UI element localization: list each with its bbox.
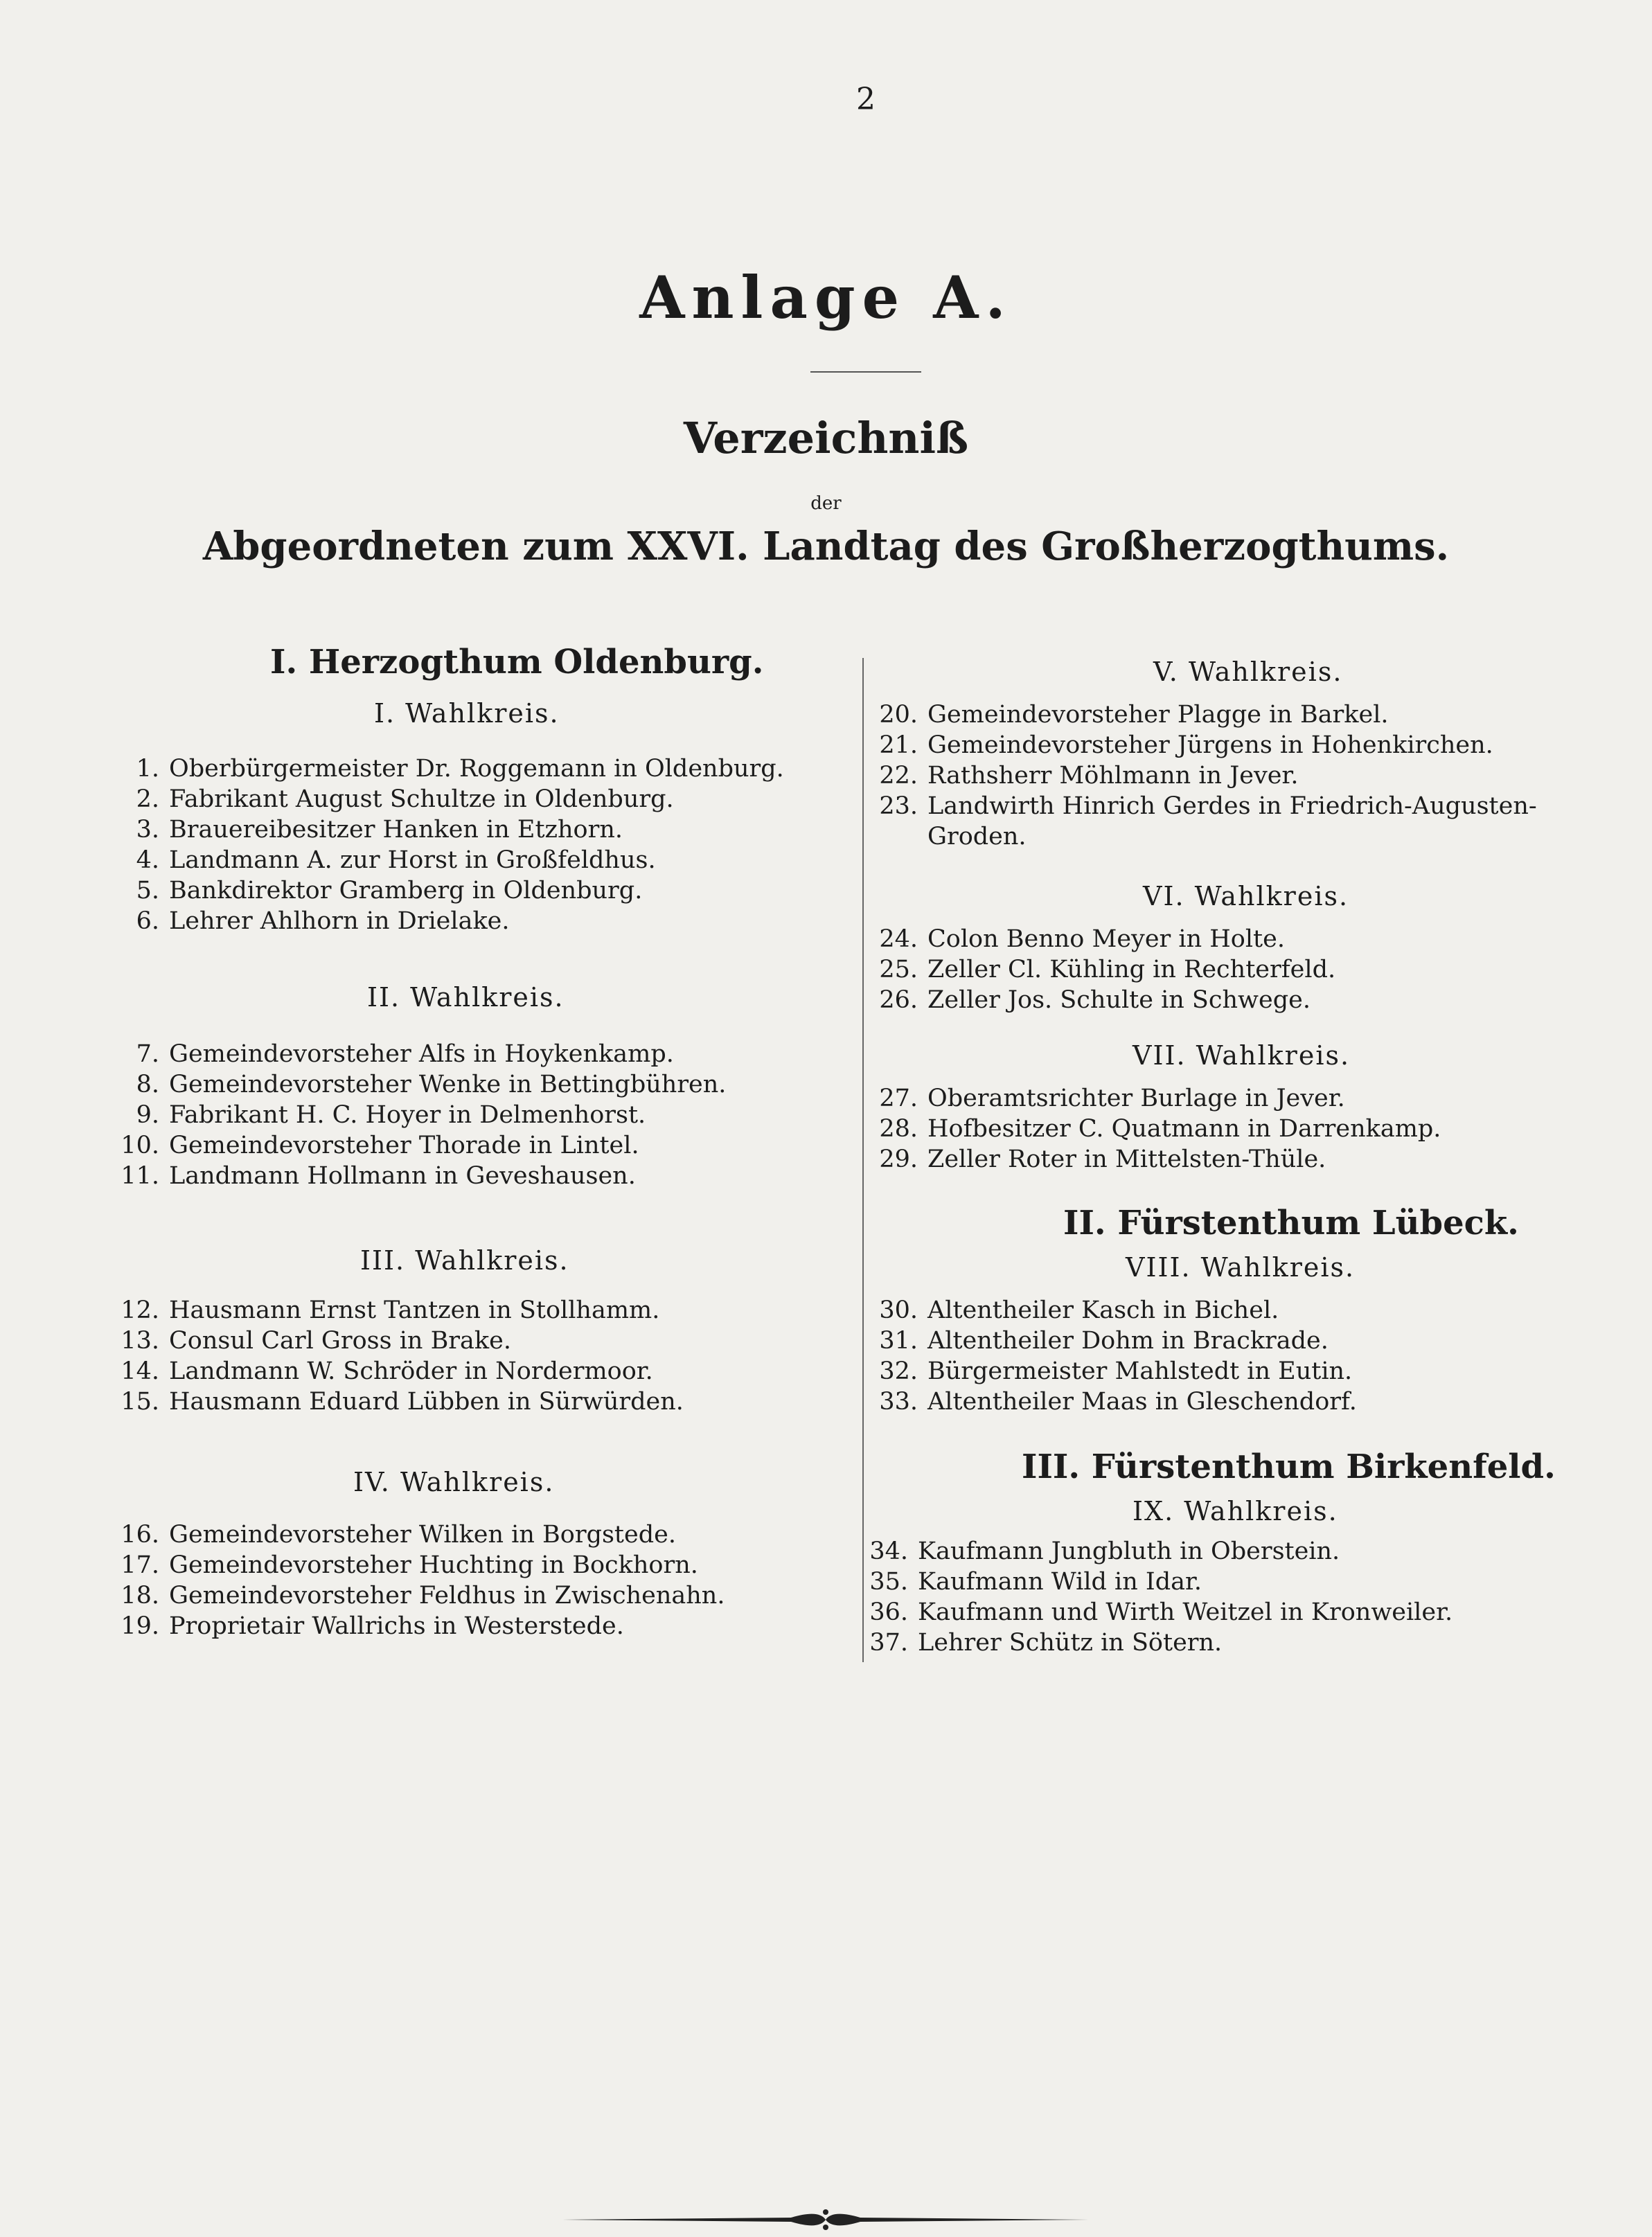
list-item: 26. Zeller Jos. Schulte in Schwege. xyxy=(879,986,1311,1014)
list-item: 30. Altentheiler Kasch in Bichel. xyxy=(879,1296,1279,1324)
list-item: 1. Oberbürgermeister Dr. Roggemann in Oldenburg. xyxy=(136,755,784,783)
list-item: 37. Lehrer Schütz in Sötern. xyxy=(869,1629,1223,1657)
list-item: 18. Gemeindevorsteher Feldhus in Zwischenahn. xyxy=(121,1582,725,1610)
list-item: 10. Gemeindevorsteher Thorade in Lintel. xyxy=(121,1132,639,1159)
list-item: 9. Fabrikant H. C. Hoyer in Delmenhorst. xyxy=(136,1101,646,1129)
section-heading-luebeck: II. Fürstenthum Lübeck. xyxy=(1063,1204,1519,1242)
page-number: 2 xyxy=(856,82,876,117)
section-heading-oldenburg: I. Herzogthum Oldenburg. xyxy=(270,643,764,681)
list-item: 20. Gemeindevorsteher Plagge in Barkel. xyxy=(879,701,1389,729)
column-divider xyxy=(862,658,864,1662)
heading: Verzeichniß xyxy=(683,413,969,463)
list-item: 29. Zeller Roter in Mittelsten-Thüle. xyxy=(879,1146,1326,1173)
list-item: 5. Bankdirektor Gramberg in Oldenburg. xyxy=(136,877,643,904)
list-item: 28. Hofbesitzer C. Quatmann in Darrenkamp. xyxy=(879,1115,1441,1143)
list-item: 3. Brauereibesitzer Hanken in Etzhorn. xyxy=(136,816,623,844)
list-item: 24. Colon Benno Meyer in Holte. xyxy=(879,925,1285,953)
wahlkreis-label: II. Wahlkreis. xyxy=(367,982,565,1013)
list-item: 17. Gemeindevorsteher Huchting in Bockhorn. xyxy=(121,1551,698,1579)
list-item: 21. Gemeindevorsteher Jürgens in Hohenkirchen. xyxy=(879,731,1493,759)
list-item: 12. Hausmann Ernst Tantzen in Stollhamm. xyxy=(121,1296,660,1324)
connector-word: der xyxy=(810,493,842,514)
list-item: 36. Kaufmann und Wirth Weitzel in Kronweiler. xyxy=(869,1598,1453,1626)
list-item: 27. Oberamtsrichter Burlage in Jever. xyxy=(879,1085,1345,1112)
list-item: 7. Gemeindevorsteher Alfs in Hoykenkamp. xyxy=(136,1040,674,1068)
subtitle: Abgeordneten zum XXVI. Landtag des Großherzogthums. xyxy=(202,524,1450,569)
ornament-rule xyxy=(562,2202,1089,2237)
wahlkreis-label: VIII. Wahlkreis. xyxy=(1126,1252,1356,1283)
list-item: 8. Gemeindevorsteher Wenke in Bettingbühren. xyxy=(136,1071,727,1098)
list-item: 14. Landmann W. Schröder in Nordermoor. xyxy=(121,1357,653,1385)
list-item: 25. Zeller Cl. Kühling in Rechterfeld. xyxy=(879,956,1336,983)
wahlkreis-label: VII. Wahlkreis. xyxy=(1133,1040,1351,1071)
wahlkreis-label: V. Wahlkreis. xyxy=(1153,657,1343,687)
list-item: 15. Hausmann Eduard Lübben in Sürwürden. xyxy=(121,1388,684,1416)
wahlkreis-label: VI. Wahlkreis. xyxy=(1143,881,1349,911)
list-item: 32. Bürgermeister Mahlstedt in Eutin. xyxy=(879,1357,1353,1385)
title-rule xyxy=(810,371,921,373)
wahlkreis-label: IV. Wahlkreis. xyxy=(353,1467,555,1497)
wahlkreis-label: IX. Wahlkreis. xyxy=(1133,1496,1338,1526)
list-item: 31. Altentheiler Dohm in Brackrade. xyxy=(879,1327,1329,1355)
list-item: 4. Landmann A. zur Horst in Großfeldhus. xyxy=(136,846,656,874)
list-item: 6. Lehrer Ahlhorn in Drielake. xyxy=(136,907,510,935)
section-heading-birkenfeld: III. Fürstenthum Birkenfeld. xyxy=(1022,1447,1556,1486)
list-item: 22. Rathsherr Möhlmann in Jever. xyxy=(879,762,1299,790)
list-item: 11. Landmann Hollmann in Geveshausen. xyxy=(121,1162,636,1190)
list-item: 35. Kaufmann Wild in Idar. xyxy=(869,1568,1202,1596)
list-item: 16. Gemeindevorsteher Wilken in Borgstede. xyxy=(121,1521,676,1549)
list-item: 33. Altentheiler Maas in Gleschendorf. xyxy=(879,1388,1357,1416)
page-title: Anlage A. xyxy=(639,263,1013,332)
wahlkreis-label: III. Wahlkreis. xyxy=(360,1245,569,1276)
list-item: 34. Kaufmann Jungbluth in Oberstein. xyxy=(869,1538,1340,1565)
wahlkreis-label: I. Wahlkreis. xyxy=(374,698,560,729)
list-item: 13. Consul Carl Gross in Brake. xyxy=(121,1327,511,1355)
list-item: 19. Proprietair Wallrichs in Westerstede. xyxy=(121,1612,624,1640)
list-item: 2. Fabrikant August Schultze in Oldenburg. xyxy=(136,785,674,813)
list-item: 23. Landwirth Hinrich Gerdes in Friedrich-Augusten- Groden. xyxy=(879,792,1537,850)
